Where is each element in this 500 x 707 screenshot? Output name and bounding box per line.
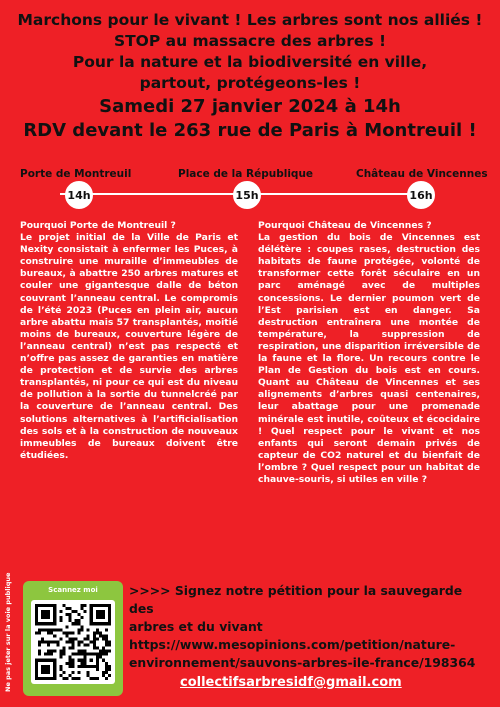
qr-code-graphic [35, 604, 111, 680]
headline-2: STOP au massacre des arbres ! [113, 32, 387, 50]
stop-3-time: 16h [407, 181, 435, 209]
petition-link-2[interactable]: environnement/sauvons-arbres-ile-france/198364 [129, 655, 476, 670]
side-note: Ne pas jeter sur la voie publique [4, 572, 12, 692]
event-date: Samedi 27 janvier 2024 à 14h [99, 96, 401, 117]
stop-2-place: Place de la République [178, 168, 314, 180]
headline-1: Marchons pour le vivant ! Les arbres sont nos alliés ! [17, 11, 483, 29]
left-title: Pourquoi Porte de Montreuil ? [20, 220, 176, 231]
petition-line-2: arbres et du vivant [129, 619, 263, 634]
right-column [258, 220, 480, 486]
petition-link-1[interactable]: https://www.mesopinions.com/petition/nature- [129, 637, 456, 652]
right-body: La gestion du bois de Vincennes est délétère : coupes rases, destruction des habitats de faune protégée, volonté de transformer cette forêt séculaire en un parc aménagé avec de multiples concessions. Le dernier poumon vert de l’Est parisien est en danger. Sa destruction entraînera une montée de température, la suppression de respiration, une disparition irréversible de la faune et la flore. Un recours contre le Plan de Gestion du bois est en cours. Quant au Château de Vincennes et ses alignements d’arbres quasi centenaires, leur abattage pour une promenade minérale est inutile, coûteux et écocidaire ! Quel respect pour le vivant et nos enfants qui seront demain privés de capteur de CO2 naturel et du bienfait de l’ombre ? Quel respect pour un habitat de chauve-souris, si utiles en ville ? [258, 232, 480, 485]
qr-label: Scannez moi [48, 586, 98, 594]
headline-3: Pour la nature et la biodiversité en ville, [72, 53, 428, 71]
left-column [20, 220, 238, 462]
contact-email[interactable]: collectifsarbresidf@gmail.com [180, 675, 402, 690]
right-title: Pourquoi Château de Vincennes ? [258, 220, 432, 231]
stop-1-time: 14h [65, 181, 93, 209]
stop-3-place: Château de Vincennes [356, 168, 488, 180]
meeting-point: RDV devant le 263 rue de Paris à Montreuil ! [23, 120, 477, 141]
petition-line-1: >>>> Signez notre pétition pour la sauvegarde des [129, 583, 463, 616]
qr-code-icon[interactable] [31, 600, 115, 684]
stop-1-place: Porte de Montreuil [20, 168, 132, 180]
stop-2-time: 15h [233, 181, 261, 209]
header [0, 10, 500, 143]
headline-4: partout, protégeons-les ! [139, 74, 361, 92]
route-timeline [0, 164, 500, 214]
left-body: Le projet initial de la Ville de Paris et Nexity consistait à enfermer les Puces, à construire une muraille d’immeubles de bureaux, à abattre 250 arbres matures et couler une gigantesque dalle de béton couvrant l’anneau central. Le compromis de l’été 2023 (Puces en plein air, aucun arbre abattu mais 57 transplantés, moitié moins de bureaux, couverture légère de l’anneau central) n’est pas respecté et n’offre pas assez de garanties en matière de protection et de survie des arbres transplantés, ni pour ce qui est du niveau de pollution à la sortie du tunnelcréé par la couverture de l’anneau central. Des solutions alternatives à l’artificialisation des sols et à la construction de nouveaux immeubles de bureaux doivent être étudiées. [20, 232, 238, 461]
qr-card[interactable] [23, 581, 123, 696]
petition-block [129, 582, 489, 672]
